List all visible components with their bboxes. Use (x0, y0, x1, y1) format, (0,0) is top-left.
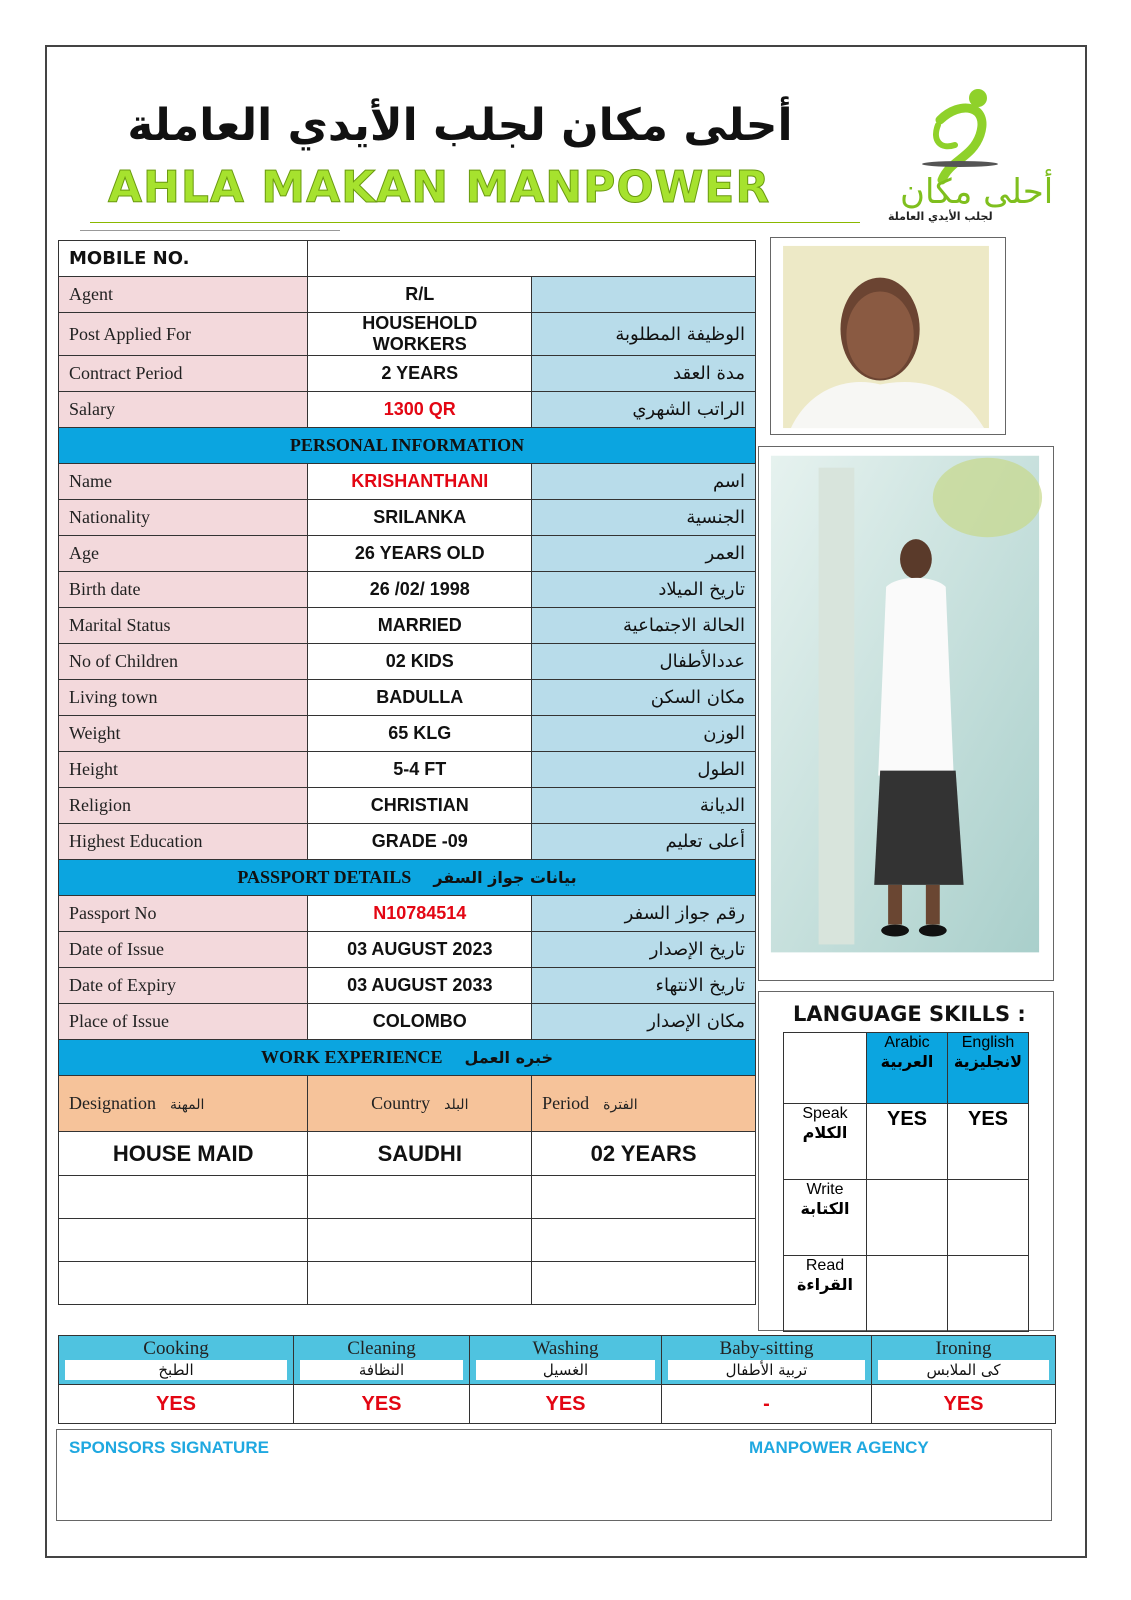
language-row (784, 1256, 1029, 1332)
header (90, 100, 860, 230)
row-ar: الكتابة (800, 1199, 850, 1218)
row-value: MARRIED (308, 608, 532, 644)
row-arabic: مدة العقد (532, 356, 756, 392)
empty-cell (308, 1176, 532, 1219)
table-row (59, 392, 756, 428)
table-row (59, 752, 756, 788)
table-row (59, 968, 756, 1004)
row-arabic: تاريخ الإصدار (532, 932, 756, 968)
manpower-agency-label: MANPOWER AGENCY (749, 1438, 929, 1457)
signature-box (56, 1429, 1052, 1521)
row-value: 65 KLG (308, 716, 532, 752)
passport-heading-en: PASSPORT DETAILS (237, 867, 412, 887)
language-skills-table (783, 1032, 1029, 1332)
skill-en: Baby-sitting (719, 1338, 814, 1359)
row-arabic: العمر (532, 536, 756, 572)
row-value: R/L (308, 277, 532, 313)
lang-value (948, 1256, 1029, 1332)
row-arabic: الجنسية (532, 500, 756, 536)
language-row (784, 1104, 1029, 1180)
row-label: Place of Issue (59, 1004, 308, 1040)
skill-value: YES (872, 1385, 1056, 1424)
table-row (59, 277, 756, 313)
lang-value: YES (867, 1104, 948, 1180)
work-col-period (532, 1076, 756, 1132)
table-row (59, 788, 756, 824)
salary-value: 1300 QR (308, 392, 532, 428)
section-header-passport (59, 860, 756, 896)
skill-babysitting (662, 1336, 872, 1385)
table-row (59, 536, 756, 572)
work-heading-en: WORK EXPERIENCE (260, 1047, 443, 1067)
row-en: Read (805, 1257, 845, 1274)
col-ar: الفترة (603, 1097, 638, 1113)
table-row (59, 572, 756, 608)
language-header-row (784, 1033, 1029, 1104)
row-value: 2 YEARS (308, 356, 532, 392)
table-row (59, 896, 756, 932)
table-row (59, 644, 756, 680)
row-label: Agent (59, 277, 308, 313)
row-value: COLOMBO (308, 1004, 532, 1040)
row-label: Weight (59, 716, 308, 752)
row-value: CHRISTIAN (308, 788, 532, 824)
row-arabic: الحالة الاجتماعية (532, 608, 756, 644)
skill-cleaning (294, 1336, 470, 1385)
skill-ar: كى الملابس (878, 1360, 1049, 1380)
section-header-work (59, 1040, 756, 1076)
empty-cell (308, 1219, 532, 1262)
skill-value: YES (294, 1385, 470, 1424)
mobile-value (308, 241, 756, 277)
work-period: 02 YEARS (532, 1132, 756, 1176)
work-heading-ar: خبره العمل (464, 1048, 554, 1067)
lang-value (867, 1256, 948, 1332)
row-value: HOUSEHOLD WORKERS (308, 313, 532, 356)
skill-value: YES (59, 1385, 294, 1424)
row-arabic: مكان السكن (532, 680, 756, 716)
row-label: Salary (59, 392, 308, 428)
empty-cell (532, 1176, 756, 1219)
col-ar: العربية (880, 1052, 934, 1071)
skill-cooking (59, 1336, 294, 1385)
table-row (59, 716, 756, 752)
work-row (59, 1132, 756, 1176)
col-ar: المهنة (170, 1097, 205, 1113)
skill-ar: تربية الأطفال (668, 1360, 865, 1380)
col-en: English (961, 1034, 1015, 1051)
row-label: Marital Status (59, 608, 308, 644)
skills-value-row (59, 1385, 1056, 1424)
logo-subtitle: لجلب الأيدي العاملة (888, 210, 993, 223)
row-label: Height (59, 752, 308, 788)
table-row (59, 313, 756, 356)
header-divider-short (80, 230, 340, 231)
work-designation: HOUSE MAID (59, 1132, 308, 1176)
empty-cell (59, 1219, 308, 1262)
passport-number-value: N10784514 (308, 896, 532, 932)
empty-cell (784, 1033, 867, 1104)
skill-ar: الغسيل (476, 1360, 655, 1380)
language-skills-title: LANGUAGE SKILLS : (793, 1002, 1026, 1026)
row-arabic: الوظيفة المطلوبة (532, 313, 756, 356)
row-value: GRADE -09 (308, 824, 532, 860)
arabic-title: أحلى مكان لجلب الأيدي العاملة (127, 100, 793, 151)
empty-cell (532, 1262, 756, 1305)
work-row-empty (59, 1262, 756, 1305)
row-label: Nationality (59, 500, 308, 536)
skill-en: Cooking (143, 1338, 209, 1359)
row-en: Write (806, 1181, 844, 1198)
work-row-empty (59, 1176, 756, 1219)
row-arabic: أعلى تعليم (532, 824, 756, 860)
row-value: BADULLA (308, 680, 532, 716)
row-value: 5-4 FT (308, 752, 532, 788)
work-row-empty (59, 1219, 756, 1262)
passport-heading (59, 860, 756, 896)
section-header-personal (59, 428, 756, 464)
row-arabic: اسم (532, 464, 756, 500)
logo-arabic-text: أحلى مكان (900, 172, 1054, 212)
row-value: 02 KIDS (308, 644, 532, 680)
english-title: AHLA MAKAN MANPOWER (108, 162, 771, 213)
row-label: Religion (59, 788, 308, 824)
row-label: Date of Issue (59, 932, 308, 968)
language-row (784, 1180, 1029, 1256)
row-label: No of Children (59, 644, 308, 680)
work-col-country (308, 1076, 532, 1132)
table-row (59, 500, 756, 536)
work-country: SAUDHI (308, 1132, 532, 1176)
skill-ar: النظافة (300, 1360, 463, 1380)
lang-col-english (948, 1033, 1029, 1104)
lang-col-arabic (867, 1033, 948, 1104)
row-arabic (532, 277, 756, 313)
table-row (59, 608, 756, 644)
empty-cell (308, 1262, 532, 1305)
lang-row-label (784, 1180, 867, 1256)
lang-row-label (784, 1256, 867, 1332)
table-row (59, 932, 756, 968)
row-value: 26 YEARS OLD (308, 536, 532, 572)
skill-en: Cleaning (347, 1338, 416, 1359)
lang-row-label (784, 1104, 867, 1180)
col-en: Country (371, 1093, 431, 1113)
row-arabic: الراتب الشهري (532, 392, 756, 428)
applicant-info-table (58, 240, 756, 1305)
skill-ar: الطبخ (65, 1360, 287, 1380)
row-arabic: الوزن (532, 716, 756, 752)
skills-header-row (59, 1336, 1056, 1385)
row-ar: الكلام (802, 1123, 848, 1142)
col-en: Period (542, 1093, 590, 1113)
skill-ironing (872, 1336, 1056, 1385)
row-label: Birth date (59, 572, 308, 608)
personal-info-heading: PERSONAL INFORMATION (59, 428, 756, 464)
row-value: 03 AUGUST 2033 (308, 968, 532, 1004)
row-arabic: تاريخ الميلاد (532, 572, 756, 608)
row-arabic: رقم جواز السفر (532, 896, 756, 932)
row-label: Post Applied For (59, 313, 308, 356)
work-columns-row (59, 1076, 756, 1132)
lang-value (867, 1180, 948, 1256)
row-label: Contract Period (59, 356, 308, 392)
table-row (59, 356, 756, 392)
language-skills-panel (758, 991, 1054, 1331)
skill-en: Ironing (935, 1338, 992, 1359)
row-label: Name (59, 464, 308, 500)
col-ar: لانجليزية (953, 1052, 1023, 1071)
table-row (59, 680, 756, 716)
lang-value (948, 1180, 1029, 1256)
row-en: Speak (802, 1105, 848, 1122)
applicant-portrait-photo (770, 237, 1006, 435)
col-en: Designation (69, 1093, 156, 1113)
row-value: 26 /02/ 1998 (308, 572, 532, 608)
row-arabic: الطول (532, 752, 756, 788)
row-value: SRILANKA (308, 500, 532, 536)
empty-cell (532, 1219, 756, 1262)
row-label: Living town (59, 680, 308, 716)
row-label: Passport No (59, 896, 308, 932)
empty-cell (59, 1176, 308, 1219)
row-label: Age (59, 536, 308, 572)
name-value: KRISHANTHANI (308, 464, 532, 500)
row-value: 03 AUGUST 2023 (308, 932, 532, 968)
row-arabic: الديانة (532, 788, 756, 824)
skill-en: Washing (532, 1338, 599, 1359)
row-label: Highest Education (59, 824, 308, 860)
empty-cell (59, 1262, 308, 1305)
skill-value: - (662, 1385, 872, 1424)
mobile-label: MOBILE NO. (59, 241, 308, 277)
applicant-fullbody-photo (758, 446, 1054, 981)
skill-washing (470, 1336, 662, 1385)
row-arabic: عددالأطفال (532, 644, 756, 680)
passport-heading-ar: بيانات جواز السفر (433, 868, 577, 887)
skill-value: YES (470, 1385, 662, 1424)
table-row (59, 464, 756, 500)
col-en: Arabic (884, 1034, 930, 1051)
row-ar: القراءة (796, 1275, 854, 1294)
sponsor-signature-label: SPONSORS SIGNATURE (69, 1438, 269, 1457)
work-heading (59, 1040, 756, 1076)
table-row (59, 1004, 756, 1040)
col-ar: البلد (444, 1097, 469, 1113)
mobile-row (59, 241, 756, 277)
row-arabic: تاريخ الانتهاء (532, 968, 756, 1004)
row-label: Date of Expiry (59, 968, 308, 1004)
lang-value: YES (948, 1104, 1029, 1180)
header-divider (90, 222, 860, 223)
work-col-designation (59, 1076, 308, 1132)
row-arabic: مكان الإصدار (532, 1004, 756, 1040)
household-skills-table (58, 1335, 1056, 1424)
table-row (59, 824, 756, 860)
